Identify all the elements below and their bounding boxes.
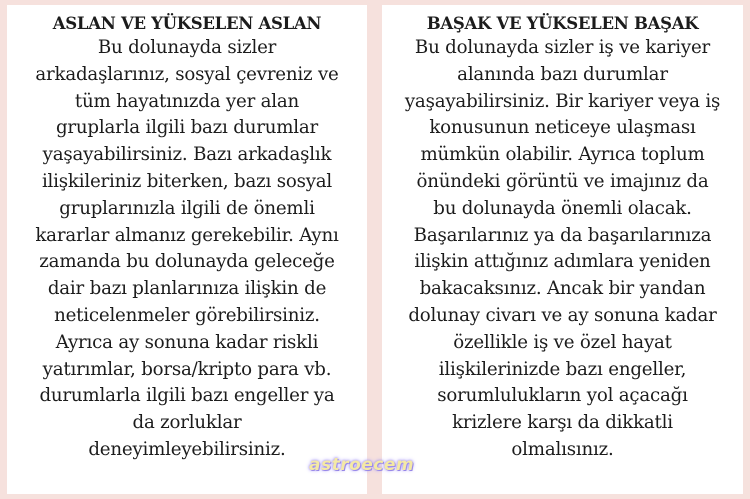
virgo-line: mümkün olabilir. Ayrıca toplum	[420, 144, 705, 166]
virgo-line: özellikle iş ve özel hayat	[453, 331, 672, 353]
virgo-line: olmalısınız.	[511, 438, 614, 460]
leo-panel	[7, 5, 367, 494]
watermark: astroecem	[309, 455, 415, 475]
leo-line: ilişkileriniz biterken, bazı sosyal	[41, 170, 333, 192]
leo-line: gruplarınızla ilgili de önemli	[59, 197, 315, 219]
virgo-line: ilişkilerinizde bazı engeller,	[438, 358, 687, 380]
virgo-body	[382, 35, 743, 464]
virgo-line: yaşayabilirsiniz. Bir kariyer veya iş	[404, 90, 721, 112]
leo-line: neticelenmeler görebilirsiniz.	[54, 304, 320, 326]
leo-line: yatırımlar, borsa/kripto para vb.	[42, 358, 332, 380]
leo-line: dair bazı planlarınıza ilişkin de	[47, 278, 327, 300]
virgo-heading: BAŞAK VE YÜKSELEN BAŞAK	[426, 14, 699, 33]
virgo-line: sorumlulukların yol açacağı	[437, 385, 688, 407]
leo-heading: ASLAN VE YÜKSELEN ASLAN	[52, 14, 322, 33]
leo-line: arkadaşlarınız, sosyal çevreniz ve	[35, 63, 339, 85]
virgo-line: önündeki görüntü ve imajınız da	[416, 170, 709, 192]
virgo-line: Başarılarınız ya da başarılarınıza	[413, 224, 712, 246]
virgo-line: bakacaksınız. Ancak bir yandan	[419, 278, 706, 300]
leo-line: deneyimleyebilirsiniz.	[88, 438, 286, 460]
virgo-panel	[382, 5, 743, 494]
leo-line: kararlar almanız gerekebilir. Aynı	[35, 224, 339, 246]
leo-line: yaşayabilirsiniz. Bazı arkadaşlık	[42, 144, 332, 166]
virgo-line: konusunun neticeye ulaşması	[429, 117, 696, 139]
virgo-line: dolunay civarı ve ay sonuna kadar	[408, 304, 717, 326]
virgo-line: Bu dolunayda sizler iş ve kariyer	[414, 37, 711, 58]
virgo-line: ilişkin attığınız adımlara yeniden	[414, 251, 711, 273]
leo-line: gruplarla ilgili bazı durumlar	[55, 117, 319, 139]
leo-body	[7, 35, 367, 464]
virgo-line: alanında bazı durumlar	[457, 63, 668, 85]
leo-line: tüm hayatınızda yer alan	[74, 90, 300, 112]
virgo-line: krizlere karşı da dikkatli	[452, 412, 673, 434]
leo-line: durumlarla ilgili bazı engeller ya	[39, 385, 335, 407]
leo-line: da zorluklar	[132, 412, 242, 434]
leo-line: Bu dolunayda sizler	[97, 37, 277, 58]
leo-line: zamanda bu dolunayda geleceğe	[39, 251, 335, 273]
leo-line: Ayrıca ay sonuna kadar riskli	[55, 331, 319, 353]
virgo-line: bu dolunayda önemli olacak.	[433, 197, 692, 219]
